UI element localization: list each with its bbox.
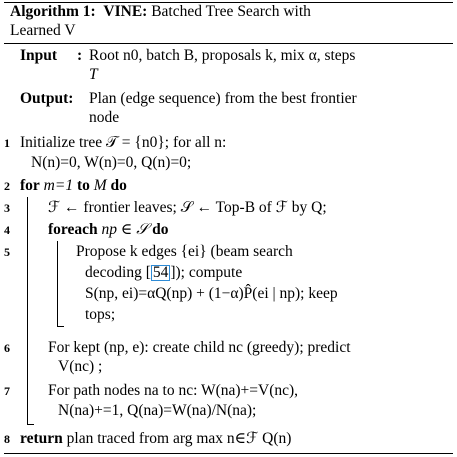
foreach-block-line	[57, 241, 58, 327]
line5-text: Propose k edges {ei} (beam search	[76, 243, 293, 260]
line2-for	[20, 177, 127, 195]
line8-return	[20, 430, 291, 448]
line1-text: Initialize tree 𝒯 = {n0}; for all n:	[20, 134, 227, 151]
line-number-8: 8	[4, 432, 10, 446]
line4-foreach	[48, 221, 169, 239]
line3-text: ℱ ← frontier leaves; 𝒮 ← Top-B of ℱ by Q;	[48, 199, 327, 216]
line7-text: For path nodes na to nc: W(na)+=V(nc),	[48, 382, 299, 399]
keyword-do-foreach: do	[152, 221, 169, 238]
keyword-for: for	[20, 177, 40, 194]
line-number-5: 5	[4, 245, 10, 259]
line-number-6: 6	[4, 341, 10, 355]
line-number-4: 4	[4, 223, 10, 237]
keyword-return: return	[20, 430, 63, 447]
line5-keep-tops: tops;	[85, 306, 116, 323]
output-text-line2: node	[89, 109, 120, 126]
line-number-1: 1	[4, 136, 10, 150]
line-number-7: 7	[4, 384, 10, 398]
input-text-line1: Root n0, batch B, proposals k, mix α, steps	[89, 47, 356, 64]
algorithm-caption-line2: Learned V	[10, 22, 76, 39]
algorithm-label: Algorithm 1:	[10, 3, 96, 20]
line5-citation-line	[85, 264, 242, 282]
output-text-line1: Plan (edge sequence) from the best frontier	[89, 90, 357, 107]
caption-rule	[4, 43, 453, 44]
algorithm-caption-line1	[10, 3, 311, 21]
keyword-do: do	[110, 177, 127, 194]
line-number-2: 2	[4, 179, 10, 193]
citation-link[interactable]: 54	[152, 264, 169, 281]
line5-decoding: decoding [	[85, 264, 151, 281]
line5-compute: ]); compute	[170, 264, 243, 281]
return-expression: plan traced from arg max n∈ℱ Q(n)	[66, 430, 292, 447]
algorithm-title: Batched Tree Search with	[151, 3, 311, 20]
line7-update: N(na)+=1, Q(na)=W(na)/N(na);	[58, 402, 257, 419]
for-block-end	[27, 424, 34, 425]
loop-limit: M	[93, 177, 107, 194]
line6-predict: V(nc) ;	[58, 358, 103, 375]
output-label: Output:	[20, 90, 74, 107]
line6-text: For kept (np, e): create child nc (greedy); predict	[48, 339, 351, 356]
for-block-line	[27, 197, 28, 425]
loop-variable: m=1	[43, 177, 74, 194]
line-number-3: 3	[4, 201, 10, 215]
foreach-block-end	[57, 326, 64, 327]
bottom-rule	[4, 453, 453, 454]
line5-score-formula: S(np, ei)=αQ(np) + (1−α)P̂(ei | np); keep	[85, 285, 338, 302]
line1-continued: N(n)=0, W(n)=0, Q(n)=0;	[31, 154, 192, 171]
keyword-foreach: foreach	[48, 221, 98, 238]
input-text-line2: T	[89, 66, 98, 83]
algorithm-name: VINE:	[103, 3, 148, 20]
input-colon: :	[77, 47, 83, 64]
foreach-variable: np ∈ 𝒮	[101, 221, 149, 238]
keyword-to: to	[76, 177, 90, 194]
input-label: Input	[20, 47, 58, 64]
